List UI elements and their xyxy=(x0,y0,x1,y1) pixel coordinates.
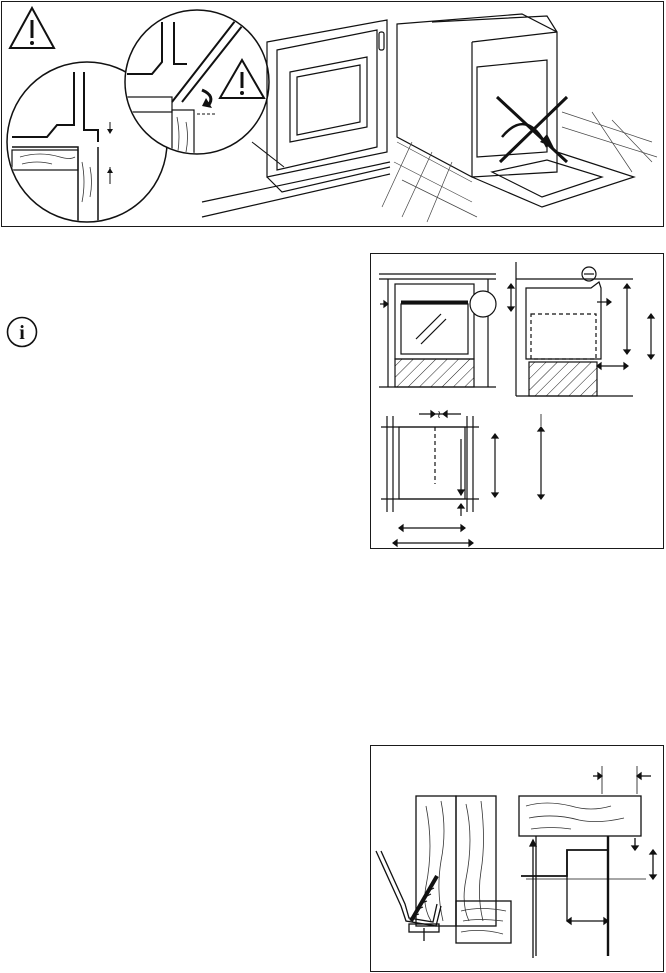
installation-warning-figure xyxy=(1,1,664,227)
fixing-screw-icon xyxy=(376,851,441,941)
front-view xyxy=(379,274,496,387)
info-note xyxy=(6,316,38,348)
info-circle-icon xyxy=(6,316,38,348)
installation-warning-drawing xyxy=(2,2,665,228)
worktop-detail xyxy=(519,766,656,958)
side-view xyxy=(508,262,654,396)
cutout-view xyxy=(381,409,544,546)
gap-symbol: ≀ xyxy=(436,409,442,421)
fixing-figure xyxy=(370,745,664,972)
dimension-drawing xyxy=(371,254,665,550)
info-symbol: i xyxy=(19,322,25,344)
fixing-drawing xyxy=(371,746,665,973)
warning-triangle-icon xyxy=(10,8,54,48)
dimension-figure xyxy=(370,253,664,549)
